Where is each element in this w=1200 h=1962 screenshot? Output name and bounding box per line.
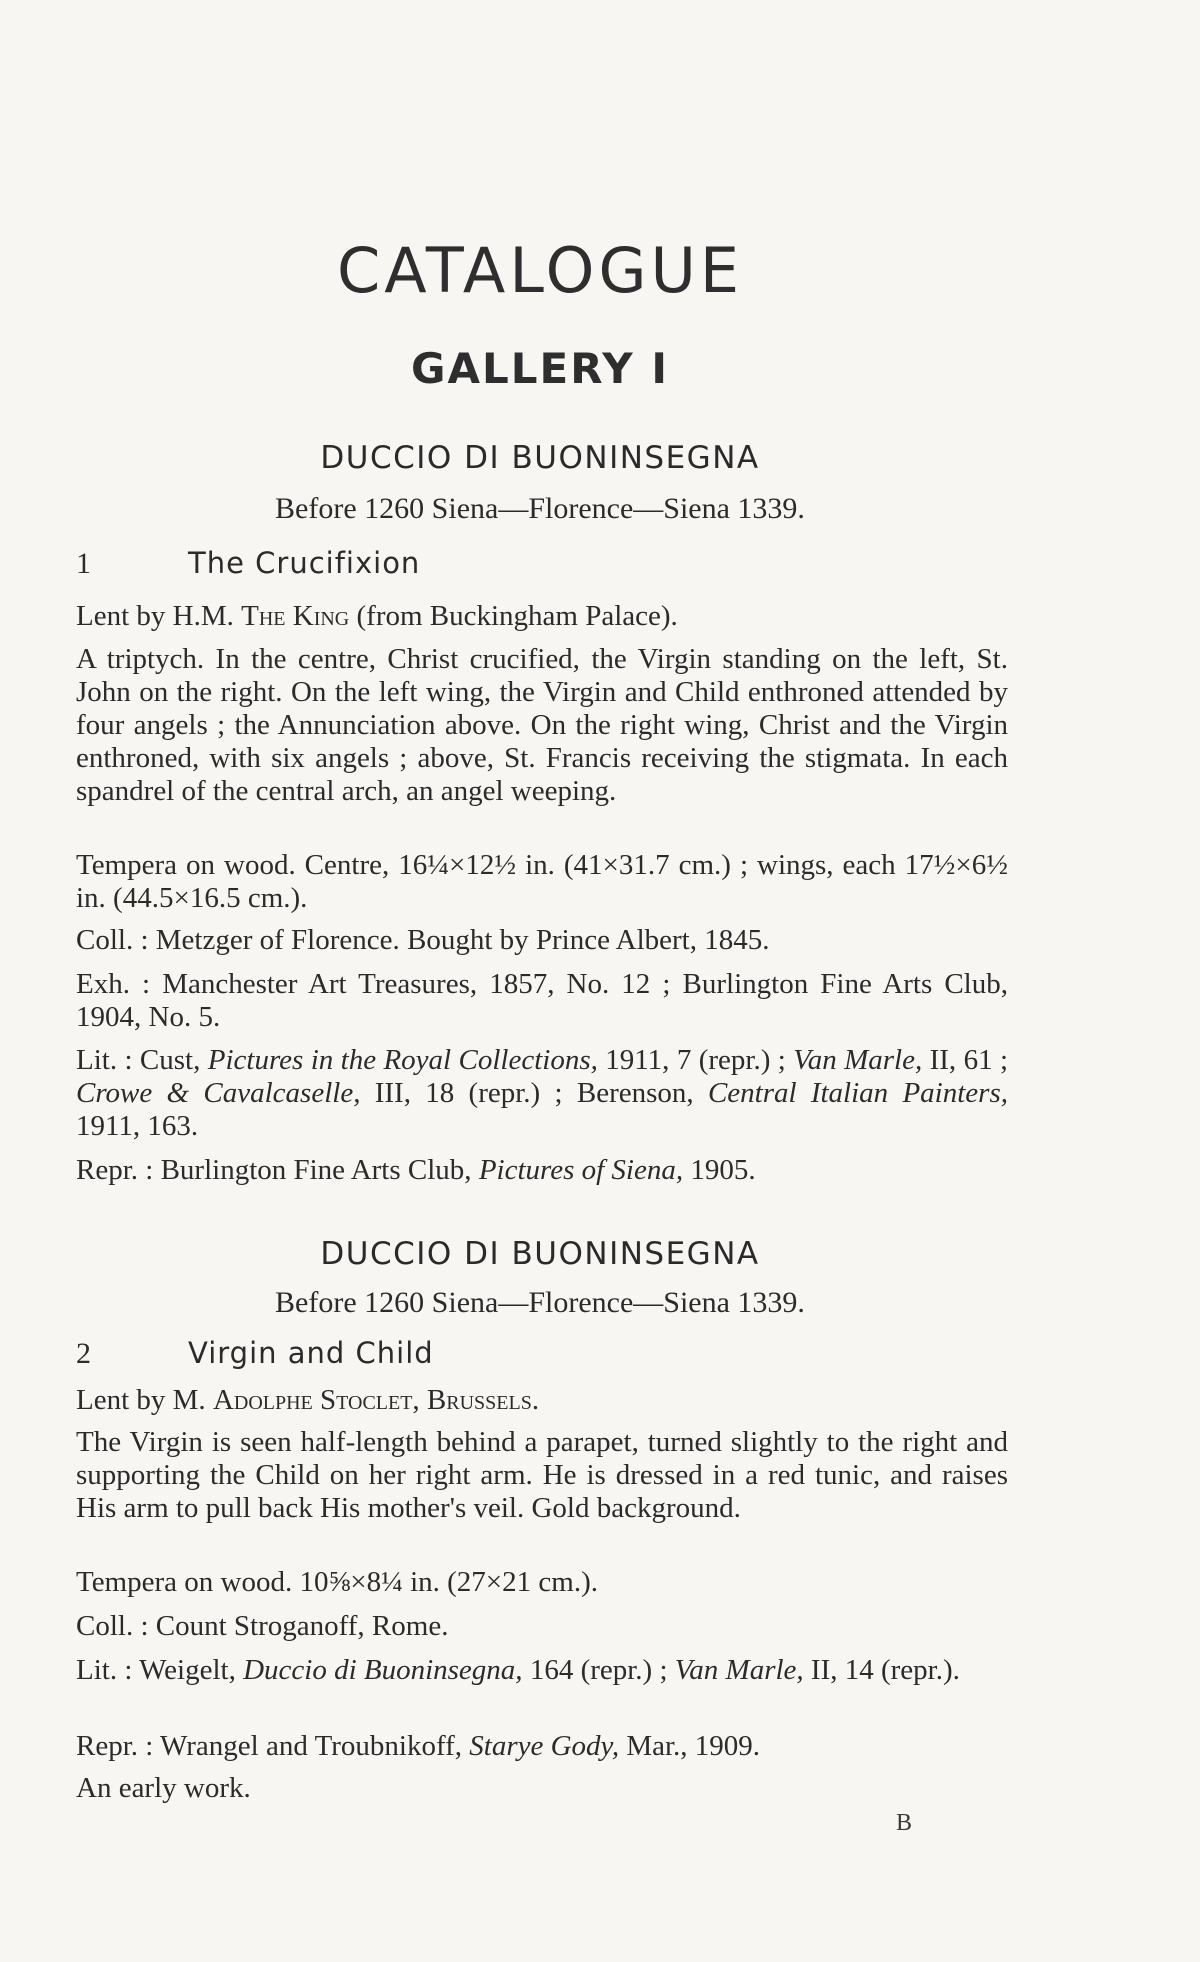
entry-reproduction bbox=[76, 1730, 760, 1763]
lent-prefix: Lent by M. bbox=[76, 1384, 213, 1416]
lent-prefix: Lent by H.M. bbox=[76, 600, 242, 632]
artist-name: DUCCIO DI BUONINSEGNA bbox=[320, 1236, 760, 1272]
lent-by bbox=[76, 600, 678, 633]
lit-title: Pictures in the Royal Collections, bbox=[207, 1044, 598, 1076]
lit-title: Duccio di Buoninsegna, bbox=[243, 1654, 523, 1686]
lit-text: II, 61 ; bbox=[922, 1044, 1009, 1076]
entry-title: Virgin and Child bbox=[188, 1336, 434, 1370]
entry-description: The Virgin is seen half-length behind a parapet, turned slightly to the right and supporting the Child on her right arm. He is dressed in a red tunic, and raises His arm to pull back His mother's veil. Gold background. bbox=[76, 1426, 1008, 1524]
entry-exhibition: Exh. : Manchester Art Treasures, 1857, No. 12 ; Burlington Fine Arts Club, 1904, No. 5. bbox=[76, 968, 1008, 1033]
lit-title: Van Marle, bbox=[674, 1654, 804, 1686]
lit-text: 164 (repr.) ; bbox=[522, 1654, 675, 1686]
repr-text: 1905. bbox=[683, 1154, 756, 1186]
repr-text: Repr. : Burlington Fine Arts Club, bbox=[76, 1154, 479, 1186]
page-title: CATALOGUE bbox=[336, 234, 744, 307]
lit-text: Lit. : Cust, bbox=[76, 1044, 208, 1076]
lent-suffix: (from Buckingham Palace). bbox=[349, 600, 678, 632]
entry-heading bbox=[76, 1336, 434, 1371]
lender-name: Adolphe Stoclet, Brussels. bbox=[212, 1384, 540, 1416]
entry-description: A triptych. In the centre, Christ crucified, the Virgin standing on the left, St. John on the right. On the left wing, the Virgin and Child enthroned attended by four angels ; the Annunciation above. On the right wing, Christ and the Virgin enthroned, with six angels ; above, St. Francis receiving the stigmata. In each spandrel of the central arch, an angel weeping. bbox=[76, 643, 1008, 807]
repr-title: Pictures of Siena, bbox=[478, 1154, 684, 1186]
lit-text: Lit. : Weigelt, bbox=[76, 1654, 244, 1686]
artist-dates: Before 1260 Siena—Florence—Siena 1339. bbox=[275, 1286, 805, 1319]
entry-heading bbox=[76, 546, 420, 581]
entry-literature bbox=[76, 1044, 1008, 1143]
lit-title: Central Italian Painters, bbox=[707, 1077, 1008, 1109]
lent-by bbox=[76, 1384, 539, 1417]
entry-title: The Crucifixion bbox=[188, 546, 421, 580]
artist-dates: Before 1260 Siena—Florence—Siena 1339. bbox=[275, 492, 805, 525]
entry-medium: Tempera on wood. 10⅝×8¼ in. (27×21 cm.). bbox=[76, 1566, 598, 1598]
entry-reproduction bbox=[76, 1154, 756, 1187]
lit-text: 1911, 7 (repr.) ; bbox=[597, 1044, 794, 1076]
entry-collection: Coll. : Metzger of Florence. Bought by Prince Albert, 1845. bbox=[76, 924, 770, 956]
entry-number: 1 bbox=[76, 547, 91, 580]
entry-note: An early work. bbox=[76, 1772, 251, 1804]
entry-collection: Coll. : Count Stroganoff, Rome. bbox=[76, 1610, 449, 1642]
lit-text: III, 18 (repr.) ; Berenson, bbox=[360, 1077, 708, 1109]
gallery-heading: GALLERY I bbox=[411, 344, 669, 393]
lit-title: Crowe & Cavalcaselle, bbox=[76, 1077, 361, 1109]
lit-text: II, 14 (repr.). bbox=[803, 1654, 960, 1686]
entry-number: 2 bbox=[76, 1337, 91, 1370]
artist-name: DUCCIO DI BUONINSEGNA bbox=[320, 440, 760, 476]
repr-text: Repr. : Wrangel and Troubnikoff, bbox=[76, 1730, 470, 1762]
signature-mark: B bbox=[896, 1810, 913, 1836]
lit-text: 1911, 163. bbox=[76, 1110, 199, 1142]
repr-text: Mar., 1909. bbox=[619, 1730, 761, 1762]
lit-title: Van Marle, bbox=[793, 1044, 923, 1076]
entry-medium: Tempera on wood. Centre, 16¼×12½ in. (41×31.7 cm.) ; wings, each 17½×6½ in. (44.5×16.5 cm.). bbox=[76, 849, 1008, 914]
lender-name: The King bbox=[241, 600, 350, 632]
repr-title: Starye Gody, bbox=[469, 1730, 620, 1762]
entry-literature bbox=[76, 1654, 1008, 1687]
